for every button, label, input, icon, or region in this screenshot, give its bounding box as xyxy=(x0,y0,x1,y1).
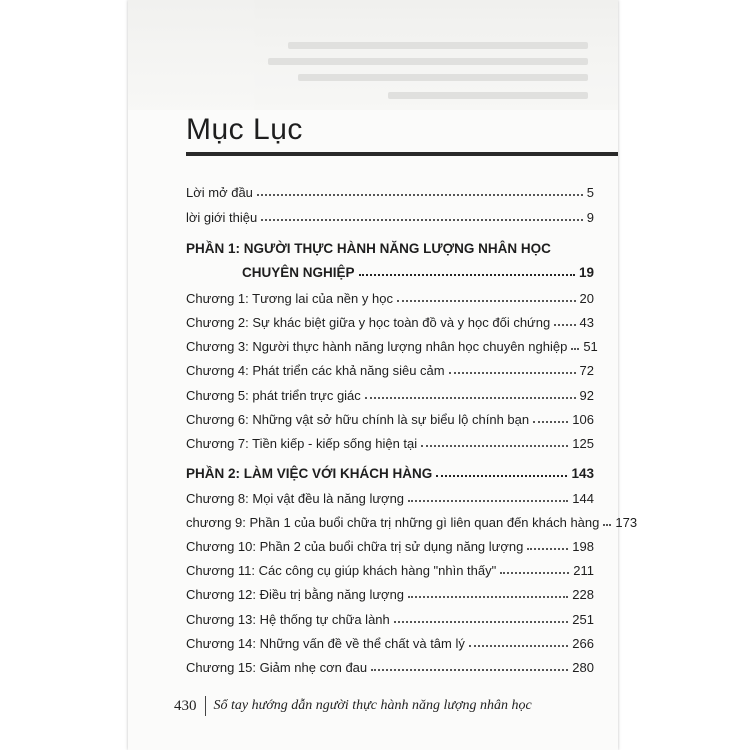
toc-entry xyxy=(186,284,594,306)
toc-entry-page: 20 xyxy=(579,291,594,306)
dot-leader xyxy=(603,524,611,526)
toc-entry-label: lời giới thiệu xyxy=(186,210,258,225)
toc-entry xyxy=(186,605,594,627)
toc-entry xyxy=(186,308,594,330)
toc-entry xyxy=(186,532,594,554)
dot-leader xyxy=(261,219,583,221)
toc-entry xyxy=(186,356,594,378)
dot-leader xyxy=(421,445,568,447)
toc-entry xyxy=(186,508,638,530)
dot-leader xyxy=(394,621,569,623)
dot-leader xyxy=(359,274,575,276)
dot-leader xyxy=(397,300,576,302)
toc-entry-label: Chương 12: Điều trị bằng năng lượng xyxy=(186,587,405,602)
dot-leader xyxy=(571,348,579,350)
toc-entry-label: Lời mở đầu xyxy=(186,185,253,200)
toc-entry xyxy=(186,178,594,200)
toc-part-entry xyxy=(186,258,594,280)
toc-entry-page: 144 xyxy=(572,491,594,506)
toc-entry-label: CHUYÊN NGHIỆP xyxy=(242,265,355,280)
toc-entry-label: Chương 4: Phát triển các khả năng siêu cảm xyxy=(186,363,445,378)
toc-entry-page: 5 xyxy=(586,185,594,200)
dot-leader xyxy=(408,596,568,598)
toc-entry-page: 228 xyxy=(572,587,594,602)
dot-leader xyxy=(533,421,568,423)
book-page xyxy=(128,0,638,750)
toc-part-entry xyxy=(186,234,594,256)
dot-leader xyxy=(408,500,568,502)
toc-entry xyxy=(186,629,594,651)
footer-separator xyxy=(205,696,206,716)
toc-entry-label: Chương 13: Hệ thống tự chữa lành xyxy=(186,612,390,627)
dot-leader xyxy=(257,194,583,196)
toc-entry-label: Chương 7: Tiền kiếp - kiếp sống hiện tại xyxy=(186,436,418,451)
toc-entry-page: 266 xyxy=(572,636,594,651)
toc-entry xyxy=(186,203,594,225)
toc-entry-page: 143 xyxy=(571,466,594,481)
dot-leader xyxy=(527,548,568,550)
toc-entry xyxy=(186,405,594,427)
toc-entry-page: 51 xyxy=(583,339,598,354)
toc-entry-label: Chương 11: Các công cụ giúp khách hàng "nhìn thấy" xyxy=(186,563,497,578)
toc-entry-label: PHẦN 1: NGƯỜI THỰC HÀNH NĂNG LƯỢNG NHÂN HỌC xyxy=(186,241,551,256)
toc-entry-page: 72 xyxy=(579,363,594,378)
toc-entry-page: 280 xyxy=(572,660,594,675)
toc-entry-page: 173 xyxy=(615,515,638,530)
toc-entry-page: 198 xyxy=(572,539,594,554)
toc-entry-label: Chương 2: Sự khác biệt giữa y học toàn đồ và y học đối chứng xyxy=(186,315,551,330)
dot-leader xyxy=(436,475,567,477)
toc-entry-label: Chương 14: Những vấn đề về thể chất và tâm lý xyxy=(186,636,465,651)
toc-entry-page: 19 xyxy=(578,265,594,280)
toc-entry xyxy=(186,429,594,451)
dot-leader xyxy=(449,372,576,374)
toc-entry xyxy=(186,653,594,675)
toc-entry xyxy=(186,580,594,602)
toc-entry-page: 43 xyxy=(579,315,594,330)
toc-entry xyxy=(186,332,598,354)
page-title: Mục Lục xyxy=(186,113,303,146)
dot-leader xyxy=(554,324,575,326)
title-rule xyxy=(186,152,618,156)
toc-heading xyxy=(186,112,616,148)
toc-entry-label: Chương 5: phát triển trực giác xyxy=(186,388,361,403)
page-number: 430 xyxy=(174,697,197,714)
toc-entry-page: 211 xyxy=(573,563,594,578)
page-footer xyxy=(174,694,604,718)
dot-leader xyxy=(469,645,568,647)
toc-entry xyxy=(186,381,594,403)
toc-entry-page: 9 xyxy=(586,210,594,225)
toc-entry xyxy=(186,556,594,578)
show-through-text xyxy=(128,0,618,110)
toc-entry-label: Chương 8: Mọi vật đều là năng lượng xyxy=(186,491,405,506)
toc-entry-page: 251 xyxy=(572,612,594,627)
dot-leader xyxy=(371,669,568,671)
toc-part-entry xyxy=(186,459,594,481)
toc-entry-label: Chương 1: Tương lai của nền y học xyxy=(186,291,393,306)
toc-entry-label: chương 9: Phần 1 của buổi chữa trị những gì liên quan đến khách hàng xyxy=(186,515,600,530)
running-title: Sổ tay hướng dẫn người thực hành năng lượng nhân học xyxy=(213,698,532,713)
toc-entry-label: Chương 15: Giảm nhẹ cơn đau xyxy=(186,660,368,675)
toc-entry-page: 125 xyxy=(572,436,594,451)
toc-entry-label: Chương 6: Những vật sở hữu chính là sự biểu lộ chính bạn xyxy=(186,412,530,427)
dot-leader xyxy=(500,572,569,574)
toc-entry-label: Chương 3: Người thực hành năng lượng nhân học chuyên nghiệp xyxy=(186,339,568,354)
toc-entry-label: Chương 10: Phần 2 của buổi chữa trị sử dụng năng lượng xyxy=(186,539,524,554)
toc-entry-page: 106 xyxy=(572,412,594,427)
toc-entry-page: 92 xyxy=(579,388,594,403)
toc-entry xyxy=(186,484,594,506)
toc-entry-label: PHẦN 2: LÀM VIỆC VỚI KHÁCH HÀNG xyxy=(186,466,433,481)
dot-leader xyxy=(365,397,576,399)
